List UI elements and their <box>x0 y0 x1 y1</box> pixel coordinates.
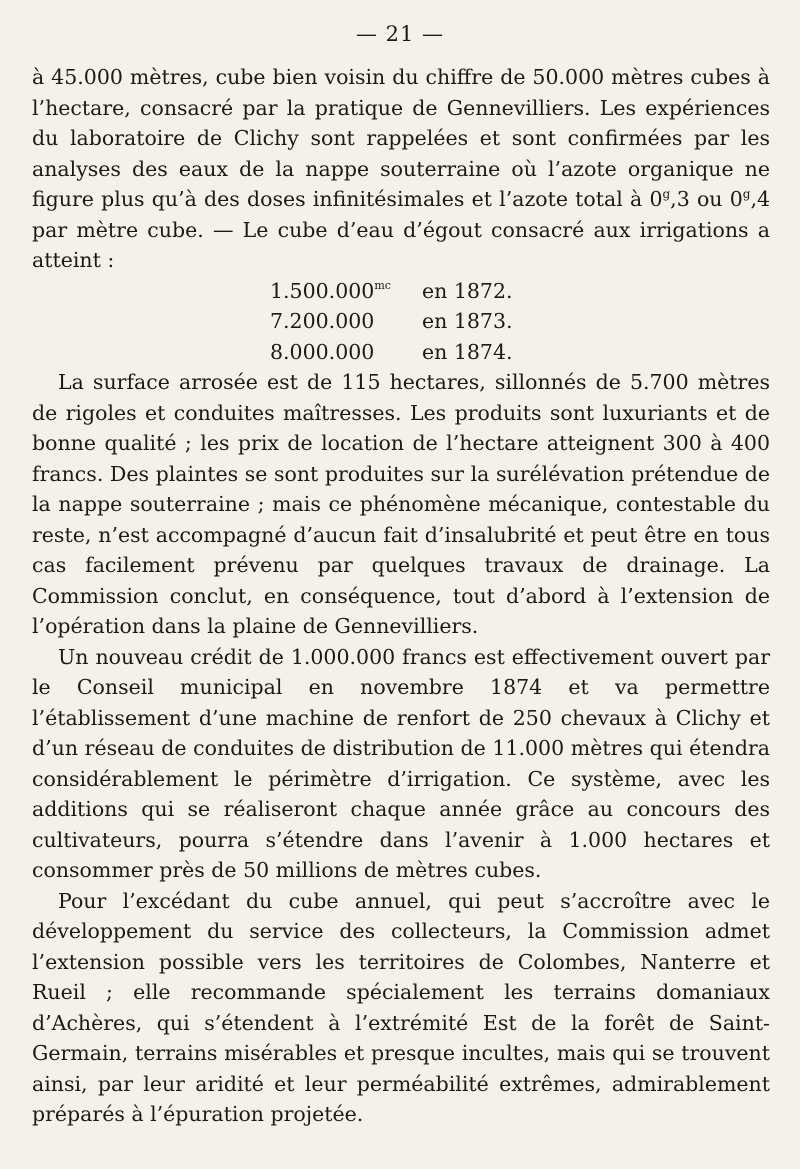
paragraph-4: Pour l’excédant du cube annuel, qui peut s’accroître avec le développement du service des collecteurs, la Commission admet l’extension possible vers les territoires de Colombes, Nanterre et Rueil ; elle recommande spécialement les terrains domaniaux d’Achères, qui s’étendent à l’extrémité Est de la forêt de Saint-Germain, terrains misérables et presque incultes, mais qui se trouvent ainsi, par leur aridité et leur perméabilité extrêmes, admirablement préparés à l’épuration projetée. <box>32 888 770 1126</box>
dose-a-fraction: ,3 ou <box>670 187 730 211</box>
page-number: — 21 — <box>355 22 445 46</box>
volume-list <box>32 276 770 368</box>
volume-year: en 1872. <box>422 278 513 303</box>
volume-row <box>32 306 770 337</box>
paragraph-1-text: à 45.000 mètres, cube bien voisin du chiffre de 50.000 mètres cubes à l’hectare, consacré par la pratique de Gennevilliers. Les expériences du laboratoire de Clichy sont rappelées et sont confirmées par les analyses des eaux de la nappe souterraine où l’azote organique ne figure plus qu’à des doses infinitésimales et l’azote total à <box>32 65 770 211</box>
volume-amount: 1.500.000 <box>270 278 375 303</box>
volume-year: en 1873. <box>422 309 513 333</box>
volume-amount: 7.200.000 <box>270 309 375 333</box>
paragraph-2: La surface arrosée est de 115 hectares, sillonnés de 5.700 mètres de rigoles et conduites maîtresses. Les produits sont luxuriants et de bonne qualité ; les prix de location de l’hectare atteignent 300 à 400 francs. Des plaintes se sont produites sur la surélévation prétendue de la nappe souterraine ; mais ce phénomène mécanique, contestable du reste, n’est accompagné d’aucun fait d’insalubrité et peut être en tous cas facilement prévenu par quelques travaux de drainage. La Commission conclut, en conséquence, tout d’abord à l’extension de l’opération dans la plaine de Gennevilliers. <box>32 370 770 638</box>
dose-b-value: 0 <box>729 187 743 211</box>
dose-b-fraction: ,4 par mètre cube. — Le cube d’eau d’égout consacré aux irrigations a atteint : <box>32 187 770 272</box>
volume-year: en 1874. <box>422 339 513 364</box>
dose-b-unit: g <box>742 187 751 201</box>
volume-row <box>32 337 770 368</box>
dose-a-value: 0 <box>649 187 663 211</box>
volume-row <box>32 276 770 307</box>
body-text <box>32 62 770 1130</box>
paragraph-1 <box>32 62 770 276</box>
dose-a-unit: g <box>662 187 671 201</box>
paragraph-3: Un nouveau crédit de 1.000.000 francs est effectivement ouvert par le Conseil municipal en novembre 1874 et va permettre l’établissement d’une machine de renfort de 250 chevaux à Clichy et d’un réseau de conduites de distribution de 11.000 mètres qui étendra considérablement le périmètre d’irrigation. Ce système, avec les additions qui se réaliseront chaque année grâce au concours des cultivateurs, pourra s’étendre dans l’avenir à 1.000 hectares et consommer près de 50 millions de mètres cubes. <box>32 644 770 882</box>
volume-amount: 8.000.000 <box>270 339 375 364</box>
volume-unit: mc <box>374 278 391 292</box>
